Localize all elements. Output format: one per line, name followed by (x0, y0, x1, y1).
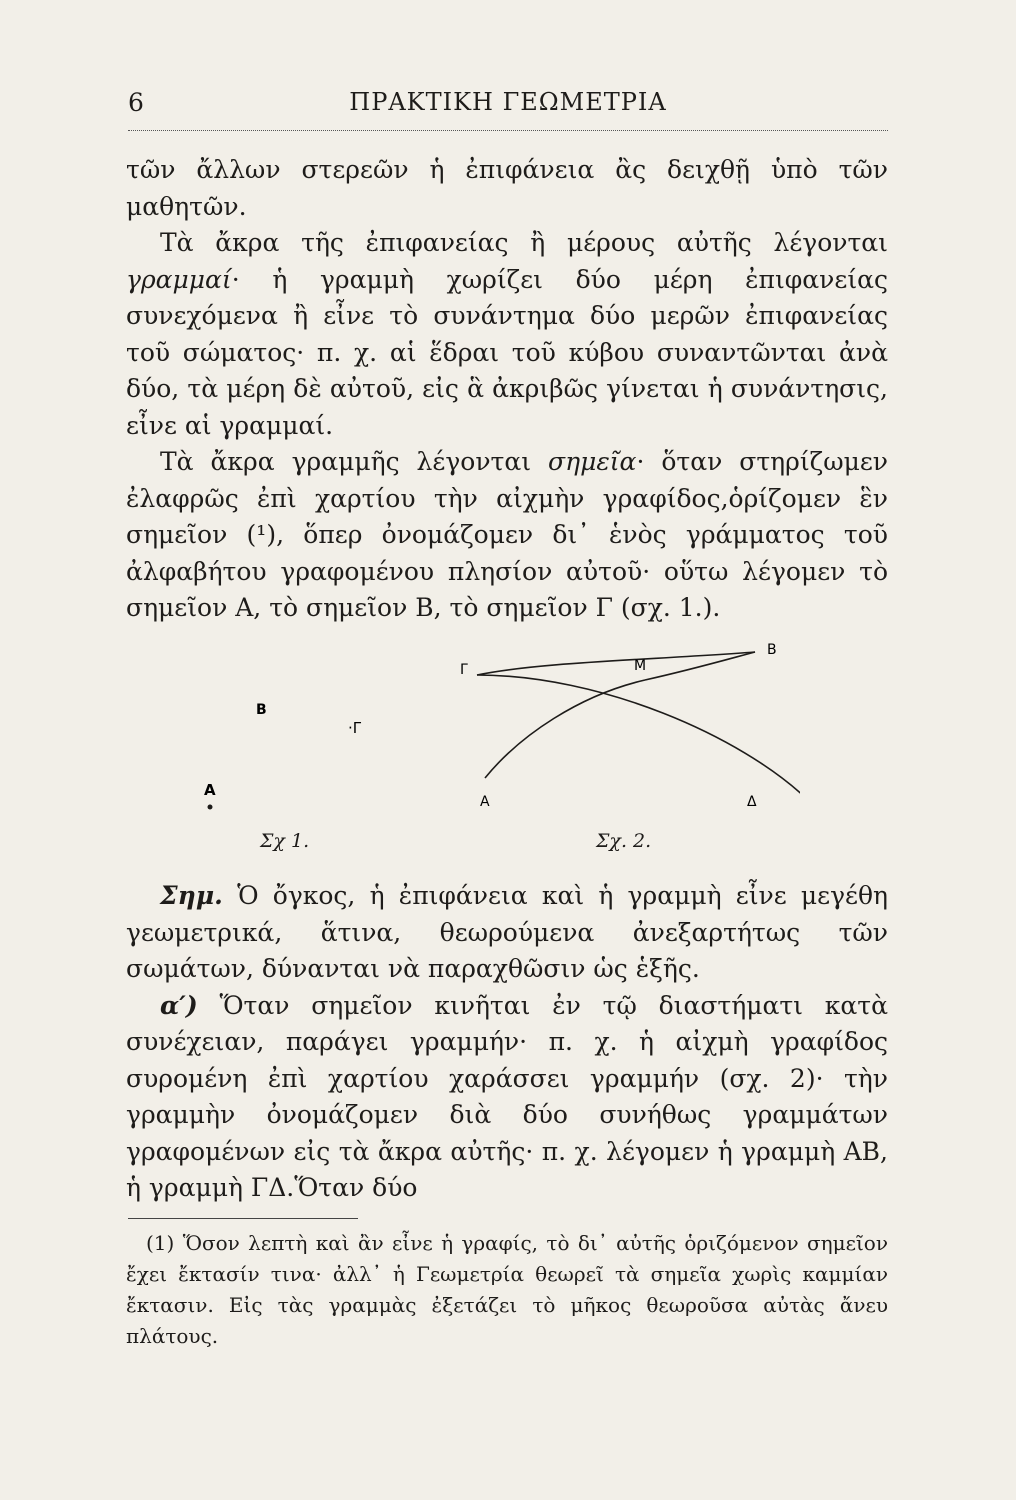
paragraph-3 (126, 444, 888, 627)
note-label: Σημ. (160, 881, 223, 910)
footnote (126, 1228, 888, 1352)
fig2-label-g: Γ (460, 662, 468, 678)
fig1-point-a (208, 805, 213, 810)
term-semeia: σημεῖα (548, 447, 637, 476)
fig1-label-g: ·Γ (348, 719, 362, 737)
paragraph-note-text: Ὁ ὄγκος, ἡ ἐπιφάνεια καὶ ἡ γραμμὴ εἶνε μεγέθη γεωμετρικά, ἅτινα, θεωρούμενα ἀνεξαρτήτως τῶν σωμάτων, δύνανται νὰ παραχθῶσιν ὡς ἑξῆς. (126, 881, 888, 983)
footnote-text: (1) Ὅσον λεπτὴ καὶ ἂν εἶνε ἡ γραφίς, τὸ δι᾽ αὐτῆς ὁριζόμενον σημεῖον ἔχει ἔκτασίν τινα· ἀλλ᾽ ἡ Γεωμετρία θεωρεῖ τὰ σημεῖα χωρὶς καμμίαν ἔκτασιν. Εἰς τὰς γραμμὰς ἐξετάζει τὸ μῆκος θεωροῦσα αὐτὰς ἄνευ πλάτους. (126, 1231, 888, 1348)
fig2-label-d: Δ (747, 794, 757, 810)
paragraph-2 (126, 225, 888, 444)
fig2-label-m: Μ (634, 658, 647, 674)
paragraph-1: τῶν ἄλλων στερεῶν ἡ ἐπιφάνεια ἂς δειχθῇ ὑπὸ τῶν μαθητῶν. (126, 155, 888, 221)
header-rule (128, 130, 888, 131)
footnote-rule (128, 1218, 358, 1219)
paragraph-note (126, 878, 888, 988)
fig2-caption: Σχ. 2. (596, 830, 652, 852)
body-text-top (126, 152, 888, 627)
paragraph-3-text-b: · ὅταν στηρίζωμεν ἐλαφρῶς ἐπὶ χαρτίου τὴν αἰχμὴν γραφίδος,ὁρίζομεν ἓν σημεῖον (¹), ὅπερ ὀνομάζομεν δι᾽ ἑνὸς γράμματος τοῦ ἀλφαβήτου γραφομένου πλησίον αὐτοῦ· οὕτω λέγομεν τὸ σημεῖον Α, τὸ σημεῖον Β, τὸ σημεῖον Γ (σχ. 1.). (126, 447, 888, 622)
page-number: 6 (128, 88, 144, 117)
fig2-label-b: Β (767, 642, 777, 658)
fig1-label-a: Α (204, 781, 216, 799)
paragraph-3-text-a: Τὰ ἄκρα γραμμῆς λέγονται (160, 447, 549, 476)
paragraph-alpha-text: Ὅταν σημεῖον κινῆται ἐν τῷ διαστήματι κατὰ συνέχειαν, παράγει γραμμήν· π. χ. ἡ αἰχμὴ γραφίδος συρομένη ἐπὶ χαρτίου χαράσσει γραμμήν (σχ. 2)· τὴν γραμμὴν ὀνομάζομεν διὰ δύο συνήθως γραμμάτων γραφομένων εἰς τὰ ἄκρα αὐτῆς· π. χ. λέγομεν ἡ γραμμὴ ΑΒ, ἡ γραμμὴ ΓΔ.Ὅταν δύο (126, 990, 888, 1202)
fig2-label-a: Α (480, 794, 490, 810)
running-title: ΠΡΑΚΤΙΚΗ ΓΕΩΜΕΤΡΙΑ (349, 88, 667, 116)
paragraph-2-text-a: Τὰ ἄκρα τῆς ἐπιφανείας ἢ μέρους αὐτῆς λέγονται (160, 228, 888, 257)
page-header (128, 88, 888, 128)
fig2-line-am (485, 680, 645, 778)
figures-svg (180, 640, 800, 860)
paragraph-2-text-b: · ἡ γραμμὴ χωρίζει δύο μέρη ἐπιφανείας συνεχόμενα ἢ εἶνε τὸ συνάντημα δύο μερῶν ἐπιφανείας τοῦ σώματος· π. χ. αἱ ἕδραι τοῦ κύβου συναντῶνται ἀνὰ δύο, τὰ μέρη δὲ αὐτοῦ, εἰς ἃ ἀκριβῶς γίνεται ἡ συνάντησις, εἶνε αἱ γραμμαί. (126, 264, 888, 440)
fig1-label-b: Β (256, 702, 267, 718)
alpha-label: α′) (160, 990, 198, 1020)
paragraph-alpha (126, 988, 888, 1207)
fig1-caption: Σχ 1. (260, 830, 310, 852)
figures (180, 640, 800, 860)
body-text-bottom (126, 878, 888, 1207)
term-grammai: γραμμαί (126, 264, 232, 294)
